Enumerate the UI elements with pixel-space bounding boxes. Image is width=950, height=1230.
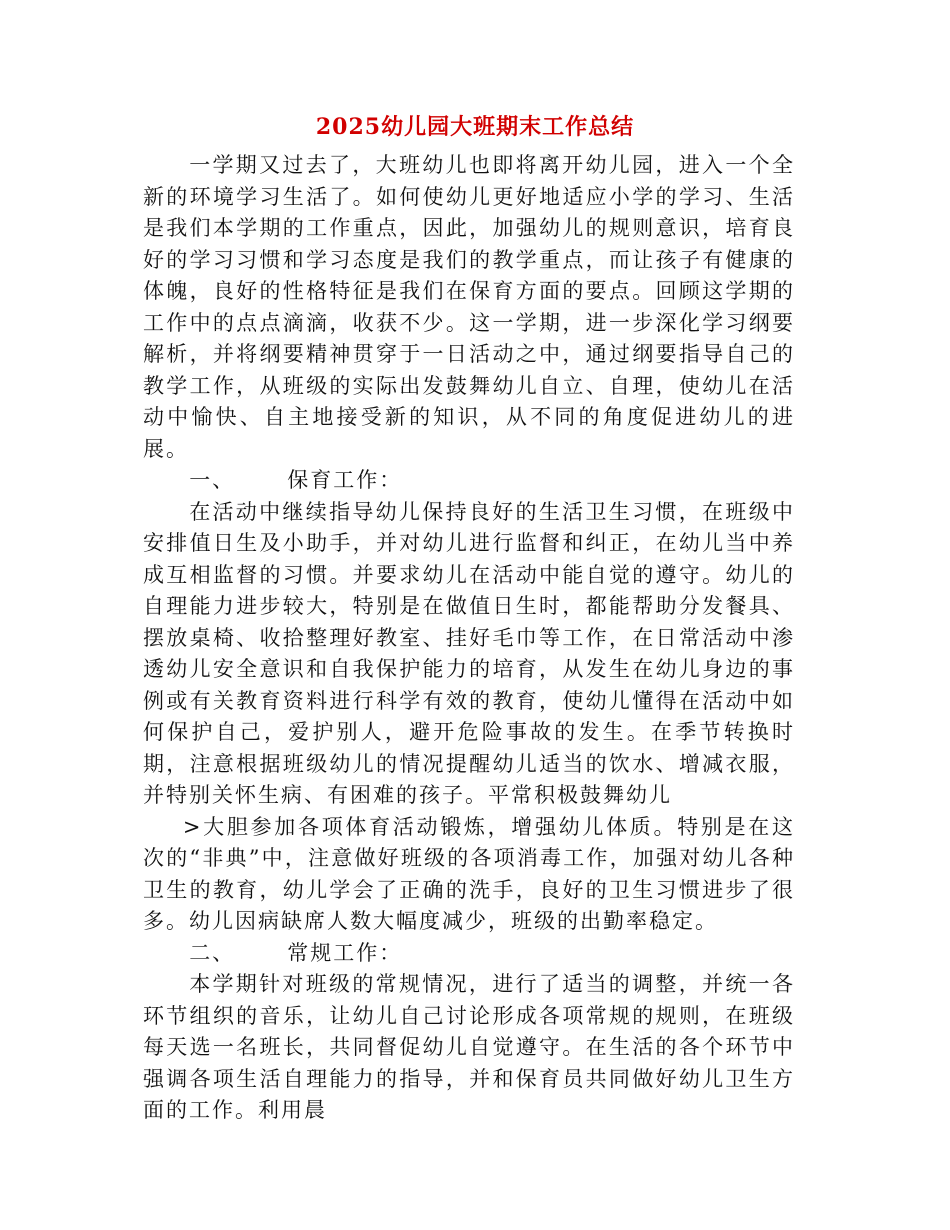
section-heading-care: 一、 保育工作： <box>189 468 403 492</box>
care-paragraph-1: 在活动中继续指导幼儿保持良好的生活卫生习惯，在班级中安排值日生及小助手，并对幼儿进行监督和纠正，在幼儿当中养成互相监督的习惯。并要求幼儿在活动中能自觉的遵守。幼儿的自理能力进步较大，特别是在做值日生时，都能帮助分发餐具、摆放桌椅、收拾整理好教室、挂好毛巾等工作，在日常活动中渗透幼儿安全意识和自我保护能力的培育，从发生在幼儿身边的事例或有关教育资料进行科学有效的教育，使幼儿懂得在活动中如何保护自己，爱护别人，避开危险事故的发生。在季节转换时期，注意根据班级幼儿的情况提醒幼儿适当的饮水、增减衣服，并特别关怀生病、有困难的孩子。平常积极鼓舞幼儿 <box>143 499 795 807</box>
document-title: 2025幼儿园大班期末工作总结 <box>315 114 635 140</box>
section-heading-routine: 二、 常规工作： <box>189 940 403 965</box>
care-paragraph-2: >大胆参加各项体育活动锻炼，增强幼儿体质。特别是在这次的“非典”中，注意做好班级的各项消毒工作，加强对幼儿各种卫生的教育，幼儿学会了正确的洗手，良好的卫生习惯进步了很多。幼儿因病缺席人数大幅度减少，班级的出勤率稳定。 <box>143 814 795 933</box>
routine-paragraph-1: 本学期针对班级的常规情况，进行了适当的调整，并统一各环节组织的音乐，让幼儿自己讨论形成各项常规的规则，在班级每天选一名班长，共同督促幼儿自觉遵守。在生活的各个环节中强调各项生活自理能力的指导，并和保育员共同做好幼儿卫生方面的工作。利用晨 <box>143 972 795 1122</box>
intro-paragraph: 一学期又过去了，大班幼儿也即将离开幼儿园，进入一个全新的环境学习生活了。如何使幼儿更好地适应小学的学习、生活是我们本学期的工作重点，因此，加强幼儿的规则意识，培育良好的学习习惯和学习态度是我们的教学重点，而让孩子有健康的体魄，良好的性格特征是我们在保育方面的要点。回顾这学期的工作中的点点滴滴，收获不少。这一学期，进一步深化学习纲要解析，并将纲要精神贯穿于一日活动之中，通过纲要指导自己的教学工作，从班级的实际出发鼓舞幼儿自立、自理，使幼儿在活动中愉快、自主地接受新的知识，从不同的角度促进幼儿的进展。 <box>143 153 795 461</box>
document-body <box>143 150 795 1127</box>
